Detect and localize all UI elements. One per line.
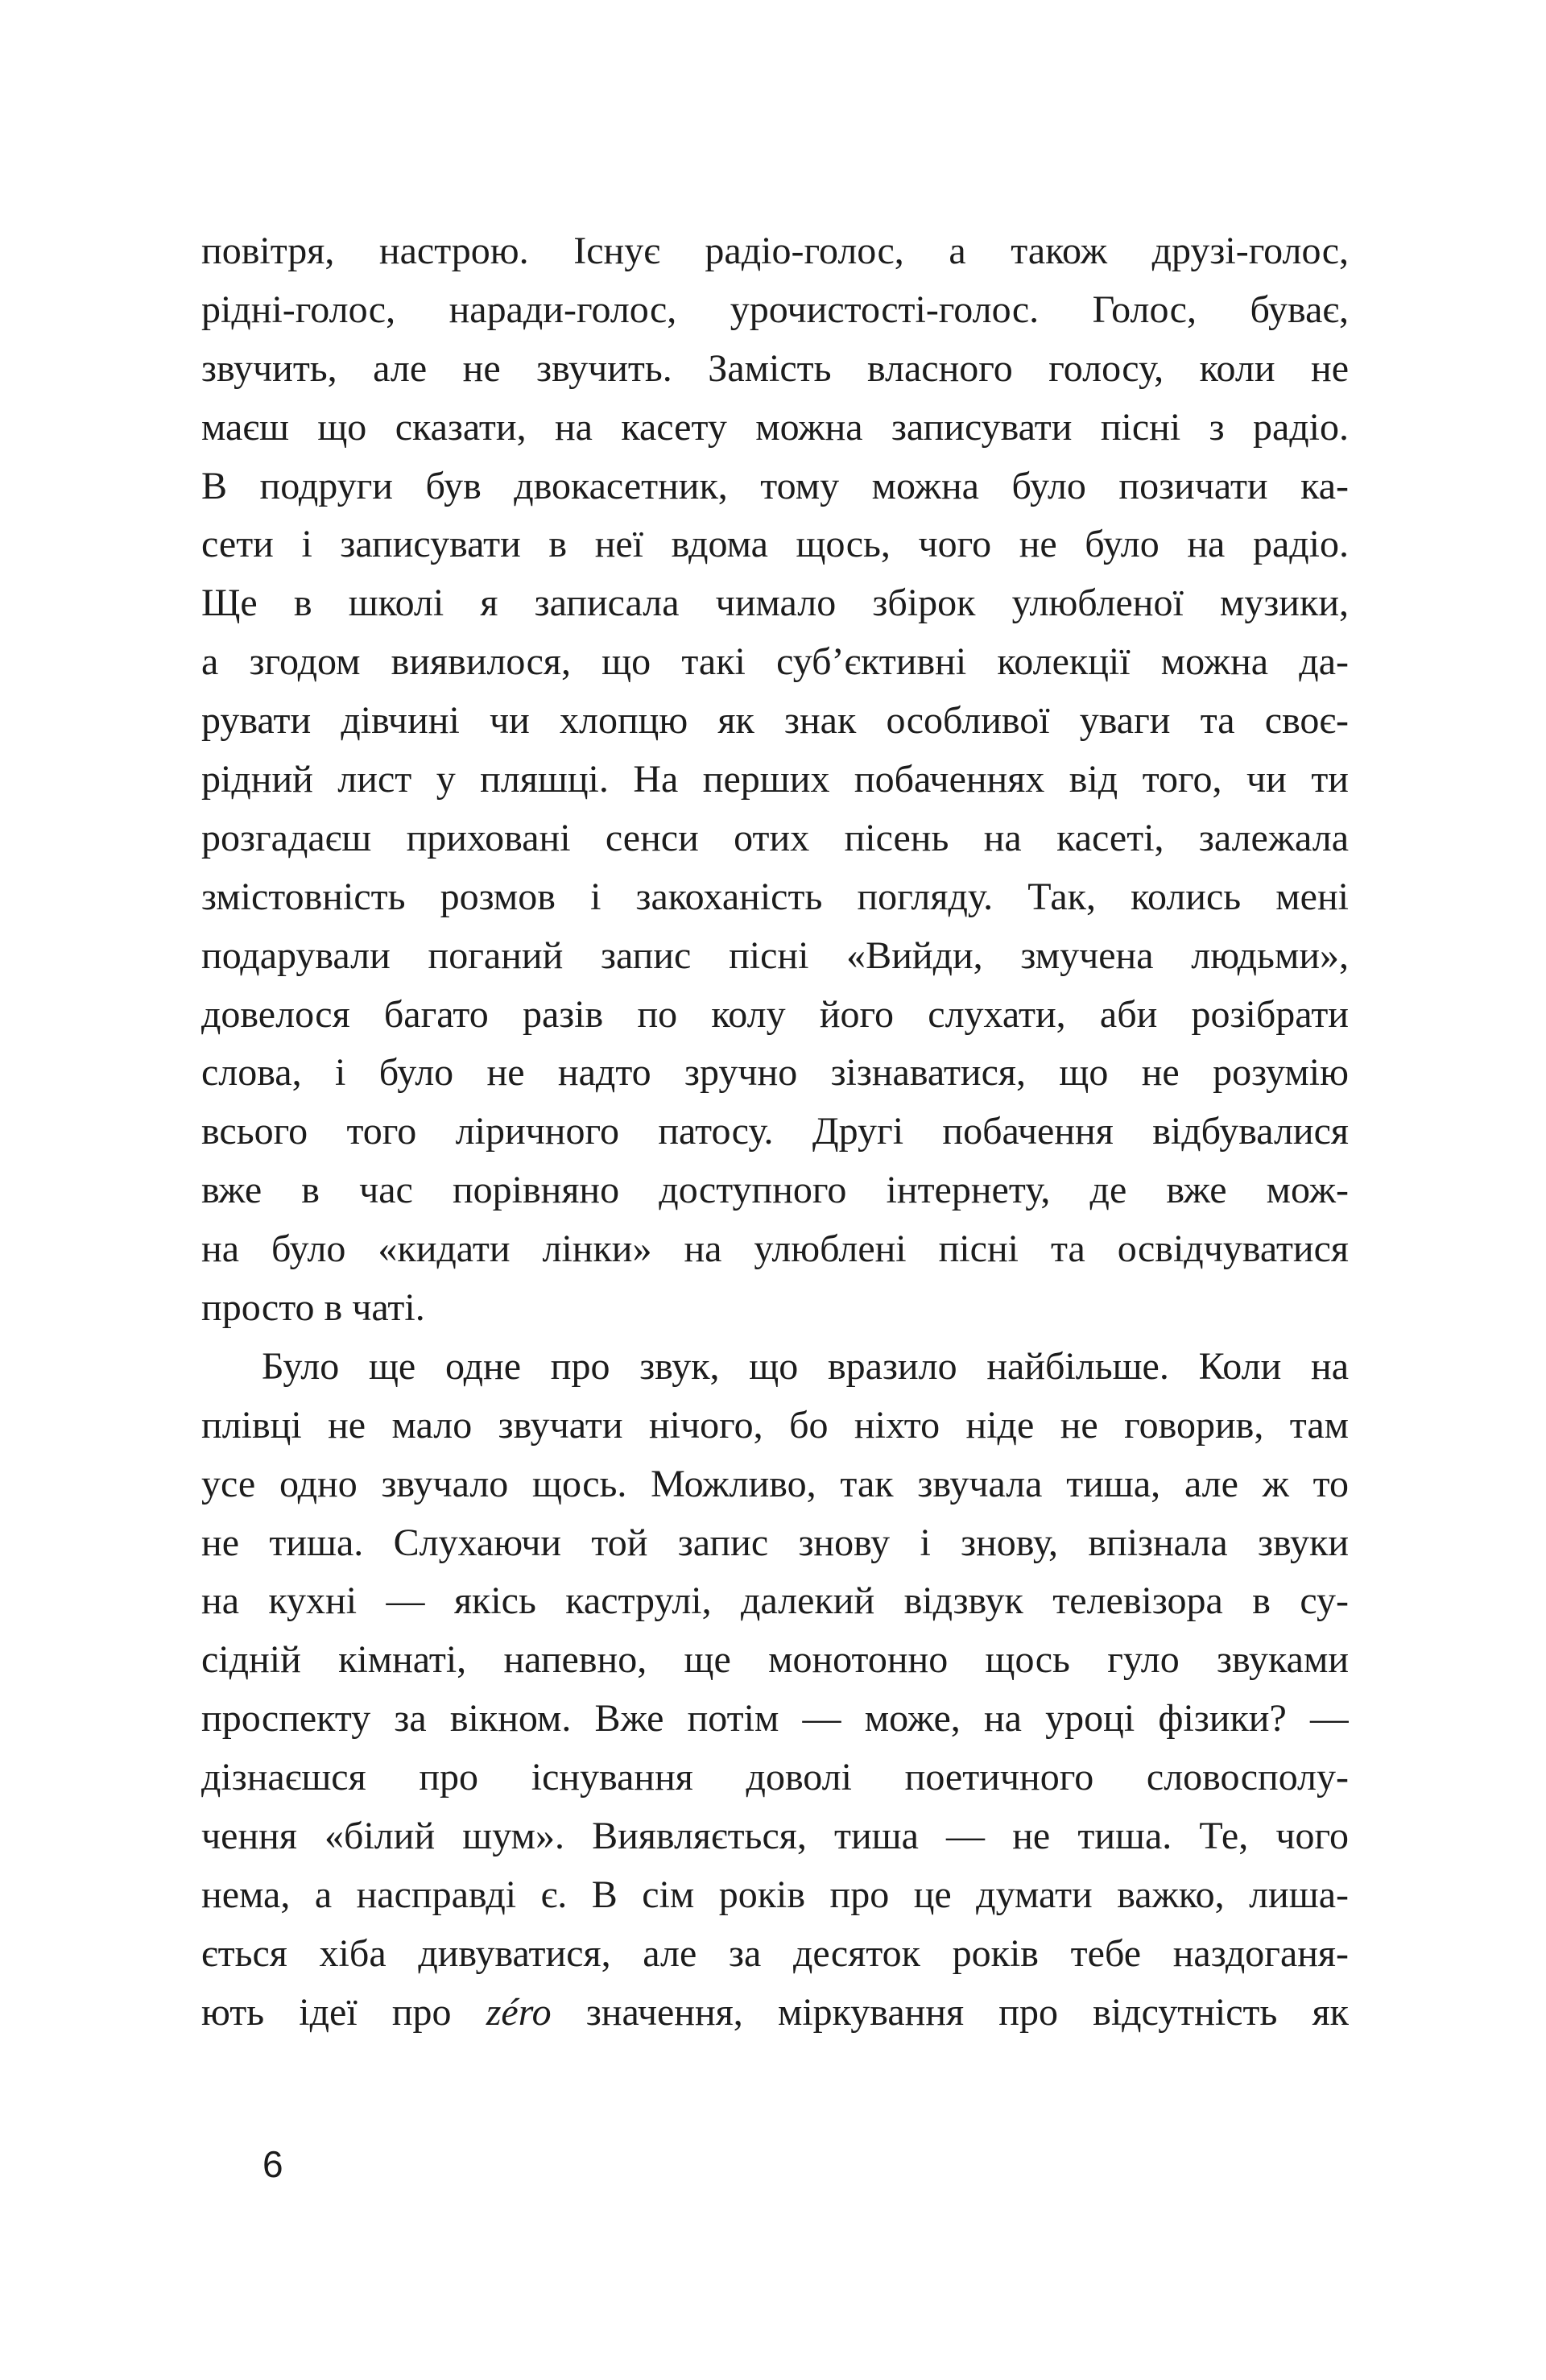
page-number: 6 xyxy=(262,2143,283,2185)
text-line: усе одно звучало щось. Можливо, так звучала тиша, але ж то xyxy=(201,1462,1349,1505)
text-line: нема, а насправді є. В сім років про це думати важко, лиша- xyxy=(201,1873,1349,1916)
text-line: розгадаєш приховані сенси отих пісень на касеті, залежала xyxy=(201,816,1349,859)
text-line: просто в чаті. xyxy=(201,1286,425,1330)
text-line: рувати дівчині чи хлопцю як знак особливої уваги та своє- xyxy=(201,699,1349,743)
text-line: Ще в школі я записала чимало збірок улюбленої музики, xyxy=(201,582,1349,625)
text-line: чення «білий шум». Виявляється, тиша — не тиша. Те, чого xyxy=(201,1815,1349,1858)
text-line: а згодом виявилося, що такі суб’єктивні колекції можна да- xyxy=(201,640,1349,684)
text-line: Було ще одне про звук, що вразило найбільше. Коли на xyxy=(262,1344,1349,1388)
text-line: сети і записувати в неї вдома щось, чого не було на радіо. xyxy=(201,523,1349,566)
text-fragment: значення, міркування про відсутність як xyxy=(551,1990,1349,2034)
text-line: рідний лист у пляшці. На перших побаченнях від того, чи ти xyxy=(201,758,1349,801)
text-line: маєш що сказати, на касету можна записувати пісні з радіо. xyxy=(201,405,1349,449)
text-line: слова, і було не надто зручно зізнаватися, що не розумію xyxy=(201,1051,1349,1095)
text-line: змістовність розмов і закоханість погляду. Так, колись мені xyxy=(201,875,1349,918)
text-line: ється хіба дивуватися, але за десяток років тебе наздоганя- xyxy=(201,1931,1349,1975)
text-line: подарували поганий запис пісні «Вийди, змучена людьми», xyxy=(201,933,1349,977)
text-line xyxy=(201,1984,1349,2043)
text-fragment: ють ідеї про xyxy=(201,1990,486,2034)
text-line: проспекту за вікном. Вже потім — може, на уроці фізики? — xyxy=(201,1697,1349,1741)
text-line: на було «кидати лінки» на улюблені пісні та освідчуватися xyxy=(201,1227,1349,1271)
body-text xyxy=(201,222,1349,2043)
text-line: В подруги був двокасетник, тому можна було позичати ка- xyxy=(201,464,1349,507)
text-line: рідні-голос, наради-голос, урочистості-голос. Голос, буває, xyxy=(201,288,1349,331)
text-line: сідній кімнаті, напевно, ще монотонно щось гуло звуками xyxy=(201,1638,1349,1682)
text-line: вже в час порівняно доступного інтернету, де вже мож- xyxy=(201,1169,1349,1212)
text-line: не тиша. Слухаючи той запис знову і знову, впізнала звуки xyxy=(201,1521,1349,1564)
text-line: звучить, але не звучить. Замість власного голосу, коли не xyxy=(201,346,1349,390)
italic-word: zéro xyxy=(486,1990,552,2034)
text-line: довелося багато разів по колу його слухати, аби розібрати xyxy=(201,992,1349,1036)
text-line: повітря, настрою. Існує радіо-голос, а також друзі-голос, xyxy=(201,230,1349,272)
text-line: дізнаєшся про існування доволі поетичного словосполу- xyxy=(201,1756,1349,1799)
text-line: всього того ліричного патосу. Другі побачення відбувалися xyxy=(201,1110,1349,1153)
text-line: плівці не мало звучати нічого, бо ніхто ніде не говорив, там xyxy=(201,1403,1349,1447)
text-line: на кухні — якісь каструлі, далекий відзвук телевізора в су- xyxy=(201,1579,1349,1623)
